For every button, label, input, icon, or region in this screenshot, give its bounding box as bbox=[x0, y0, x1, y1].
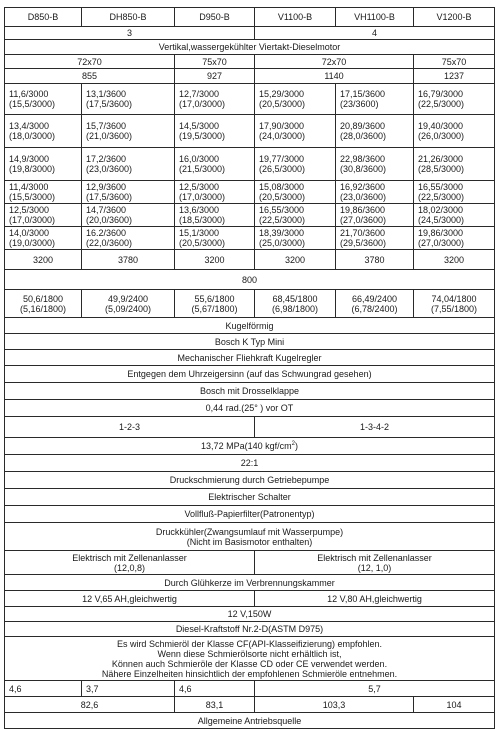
cylinders-4: 4 bbox=[255, 27, 495, 40]
power-cell: 16.2/3600 (22,0/3600) bbox=[82, 227, 175, 250]
oil-filter-row bbox=[5, 506, 495, 523]
bore-stroke-row bbox=[5, 55, 495, 69]
combustion-chamber: Kugelförmig bbox=[5, 318, 495, 334]
max-speed-row bbox=[5, 250, 495, 270]
max-speed-cell: 3780 bbox=[336, 250, 414, 270]
weight-row bbox=[5, 697, 495, 713]
idle-speed: 800 bbox=[5, 270, 495, 290]
power-cell: 14,9/3000 (19,8/3000) bbox=[5, 148, 82, 181]
torque-cell: 66,49/2400 (6,78/2400) bbox=[336, 290, 414, 318]
displacement-1100: 1140 bbox=[255, 69, 414, 84]
max-speed-cell: 3200 bbox=[414, 250, 495, 270]
displacement-1200: 1237 bbox=[414, 69, 495, 84]
alternator: 12 V,150W bbox=[5, 607, 495, 622]
oil-pressure-switch-row bbox=[5, 489, 495, 506]
injection-pressure: 13,72 MPa(140 kgf/$cm^2$) bbox=[5, 438, 495, 455]
displacement-950: 927 bbox=[175, 69, 255, 84]
power-cell: 13,1/3600 (17,5/3600) bbox=[82, 84, 175, 115]
power-row bbox=[5, 227, 495, 250]
model-v1100b: V1100-B bbox=[255, 8, 336, 27]
lubrication: Druckschmierung durch Getriebepumpe bbox=[5, 472, 495, 489]
starter-4cyl: Elektrisch mit Zellenanlasser (12, 1,0) bbox=[255, 551, 495, 575]
torque-cell: 55,6/1800 (5,67/1800) bbox=[175, 290, 255, 318]
rotation-row bbox=[5, 366, 495, 383]
compression-ratio: 22:1 bbox=[5, 455, 495, 472]
oil-capacity-dh850b: 3,7 bbox=[82, 681, 175, 697]
firing-order-row bbox=[5, 417, 495, 438]
power-cell: 11,6/3000 (15,5/3000) bbox=[5, 84, 82, 115]
weight-1200: 104 bbox=[414, 697, 495, 713]
power-cell: 15,08/3000 (20,5/3000) bbox=[255, 181, 336, 204]
alternator-row bbox=[5, 607, 495, 622]
oil-capacity-4cyl: 5,7 bbox=[255, 681, 495, 697]
model-vh1100b: VH1100-B bbox=[336, 8, 414, 27]
preheating-row bbox=[5, 575, 495, 591]
governor: Mechanischer Fliehkraft Kugelregler bbox=[5, 350, 495, 366]
power-row bbox=[5, 115, 495, 148]
model-dh850b: DH850-B bbox=[82, 8, 175, 27]
power-cell: 17,90/3000 (24,0/3000) bbox=[255, 115, 336, 148]
power-cell: 19,77/3000 (26,5/3000) bbox=[255, 148, 336, 181]
oil-capacity-d850b: 4,6 bbox=[5, 681, 82, 697]
power-cell: 14,7/3600 (20,0/3600) bbox=[82, 204, 175, 227]
power-cell: 16,92/3600 (23,0/3600) bbox=[336, 181, 414, 204]
max-speed-cell: 3200 bbox=[255, 250, 336, 270]
power-cell: 19,40/3000 (26,0/3000) bbox=[414, 115, 495, 148]
power-cell: 16,0/3000 (21,5/3000) bbox=[175, 148, 255, 181]
cooling: Druckkühler(Zwangsumlauf mit Wasserpumpe) (Nicht im Basismotor enthalten) bbox=[5, 523, 495, 551]
max-speed-cell: 3200 bbox=[5, 250, 82, 270]
power-cell: 15,1/3000 (20,5/3000) bbox=[175, 227, 255, 250]
spec-table bbox=[4, 7, 495, 729]
power-cell: 16,55/3000 (22,5/3000) bbox=[255, 204, 336, 227]
power-cell: 17,2/3600 (23,0/3600) bbox=[82, 148, 175, 181]
max-speed-cell: 3200 bbox=[175, 250, 255, 270]
power-row bbox=[5, 204, 495, 227]
power-cell: 14,5/3000 (19,5/3000) bbox=[175, 115, 255, 148]
injection-timing-row bbox=[5, 400, 495, 417]
oil-capacity-row bbox=[5, 681, 495, 697]
injection-pump: Bosch K Typ Mini bbox=[5, 334, 495, 350]
oil-recommendation: Es wird Schmieröl der Klasse CF(API-Klasseifizierung) empfohlen. Wenn diese Schmierölsorte nicht erhältlich ist, Können auch Schmieröle der Klasse CD oder CE verwendet werden. Nähere Einzelheiten hinsichtlich der empfohlenen Schmieröle entnehmen. bbox=[5, 637, 495, 681]
injection-nozzle: Bosch mit Drosselklappe bbox=[5, 383, 495, 400]
application: Allgemeine Antriebsquelle bbox=[5, 713, 495, 729]
power-cell: 12,5/3000 (17,0/3000) bbox=[175, 181, 255, 204]
preheating: Durch Glühkerze im Verbrennungskammer bbox=[5, 575, 495, 591]
power-row bbox=[5, 181, 495, 204]
displacement-row bbox=[5, 69, 495, 84]
power-cell: 15,7/3600 (21,0/3600) bbox=[82, 115, 175, 148]
model-v1200b: V1200-B bbox=[414, 8, 495, 27]
power-cell: 13,6/3000 (18,5/3000) bbox=[175, 204, 255, 227]
bore-stroke-1100: 72x70 bbox=[255, 55, 414, 69]
torque-cell: 74,04/1800 (7,55/1800) bbox=[414, 290, 495, 318]
cooling-row bbox=[5, 523, 495, 551]
power-cell: 16,79/3000 (22,5/3000) bbox=[414, 84, 495, 115]
power-cell: 12,9/3600 (17,5/3600) bbox=[82, 181, 175, 204]
oil-capacity-d950b: 4,6 bbox=[175, 681, 255, 697]
cylinders-3: 3 bbox=[5, 27, 255, 40]
model-d950b: D950-B bbox=[175, 8, 255, 27]
injection-pump-row bbox=[5, 334, 495, 350]
header-row bbox=[5, 8, 495, 27]
power-cell: 12,7/3000 (17,0/3000) bbox=[175, 84, 255, 115]
firing-order-4: 1-3-4-2 bbox=[255, 417, 495, 438]
power-cell: 19,86/3000 (27,0/3000) bbox=[414, 227, 495, 250]
starter-row bbox=[5, 551, 495, 575]
power-row bbox=[5, 148, 495, 181]
power-cell: 16,55/3000 (22,5/3000) bbox=[414, 181, 495, 204]
torque-cell: 68,45/1800 (6,98/1800) bbox=[255, 290, 336, 318]
oil-filter: Vollfluß-Papierfilter(Patronentyp) bbox=[5, 506, 495, 523]
injection-timing: 0,44 rad.(25° ) vor OT bbox=[5, 400, 495, 417]
power-cell: 21,26/3000 (28,5/3000) bbox=[414, 148, 495, 181]
power-cell: 18,02/3000 (24,5/3000) bbox=[414, 204, 495, 227]
power-cell: 11,4/3000 (15,5/3000) bbox=[5, 181, 82, 204]
bore-stroke-850: 72x70 bbox=[5, 55, 175, 69]
bore-stroke-1200: 75x70 bbox=[414, 55, 495, 69]
firing-order-3: 1-2-3 bbox=[5, 417, 255, 438]
power-cell: 15,29/3000 (20,5/3000) bbox=[255, 84, 336, 115]
power-cell: 14,0/3000 (19,0/3000) bbox=[5, 227, 82, 250]
weight-850: 82,6 bbox=[5, 697, 175, 713]
combustion-chamber-row bbox=[5, 318, 495, 334]
starter-3cyl: Elektrisch mit Zellenanlasser (12,0,8) bbox=[5, 551, 255, 575]
power-cell: 21,70/3600 (29,5/3600) bbox=[336, 227, 414, 250]
power-cell: 12,5/3000 (17,0/3000) bbox=[5, 204, 82, 227]
weight-950: 83,1 bbox=[175, 697, 255, 713]
application-row bbox=[5, 713, 495, 729]
engine-type-row bbox=[5, 40, 495, 55]
weight-1100: 103,3 bbox=[255, 697, 414, 713]
torque-cell: 49,9/2400 (5,09/2400) bbox=[82, 290, 175, 318]
bore-stroke-950: 75x70 bbox=[175, 55, 255, 69]
injection-nozzle-row bbox=[5, 383, 495, 400]
power-cell: 19,86/3600 (27,0/3600) bbox=[336, 204, 414, 227]
torque-cell: 50,6/1800 (5,16/1800) bbox=[5, 290, 82, 318]
power-cell: 13,4/3000 (18,0/3000) bbox=[5, 115, 82, 148]
power-cell: 20,89/3600 (28,0/3600) bbox=[336, 115, 414, 148]
power-cell: 17,15/3600 (23/3600) bbox=[336, 84, 414, 115]
fuel: Diesel-Kraftstoff Nr.2-D(ASTM D975) bbox=[5, 622, 495, 637]
oil-row bbox=[5, 637, 495, 681]
power-row bbox=[5, 84, 495, 115]
battery-4cyl: 12 V,80 AH,gleichwertig bbox=[255, 591, 495, 607]
governor-row bbox=[5, 350, 495, 366]
battery-row bbox=[5, 591, 495, 607]
injection-pressure-row bbox=[5, 438, 495, 455]
torque-row bbox=[5, 290, 495, 318]
rotation: Entgegen dem Uhrzeigersinn (auf das Schwungrad gesehen) bbox=[5, 366, 495, 383]
idle-speed-row bbox=[5, 270, 495, 290]
engine-type: Vertikal,wassergekühlter Viertakt-Dieselmotor bbox=[5, 40, 495, 55]
power-cell: 18,39/3000 (25,0/3000) bbox=[255, 227, 336, 250]
oil-pressure-switch: Elektrischer Schalter bbox=[5, 489, 495, 506]
compression-ratio-row bbox=[5, 455, 495, 472]
displacement-850: 855 bbox=[5, 69, 175, 84]
max-speed-cell: 3780 bbox=[82, 250, 175, 270]
power-cell: 22,98/3600 (30,8/3600) bbox=[336, 148, 414, 181]
lubrication-row bbox=[5, 472, 495, 489]
fuel-row bbox=[5, 622, 495, 637]
battery-3cyl: 12 V,65 AH,gleichwertig bbox=[5, 591, 255, 607]
cylinders-row bbox=[5, 27, 495, 40]
model-d850b: D850-B bbox=[5, 8, 82, 27]
